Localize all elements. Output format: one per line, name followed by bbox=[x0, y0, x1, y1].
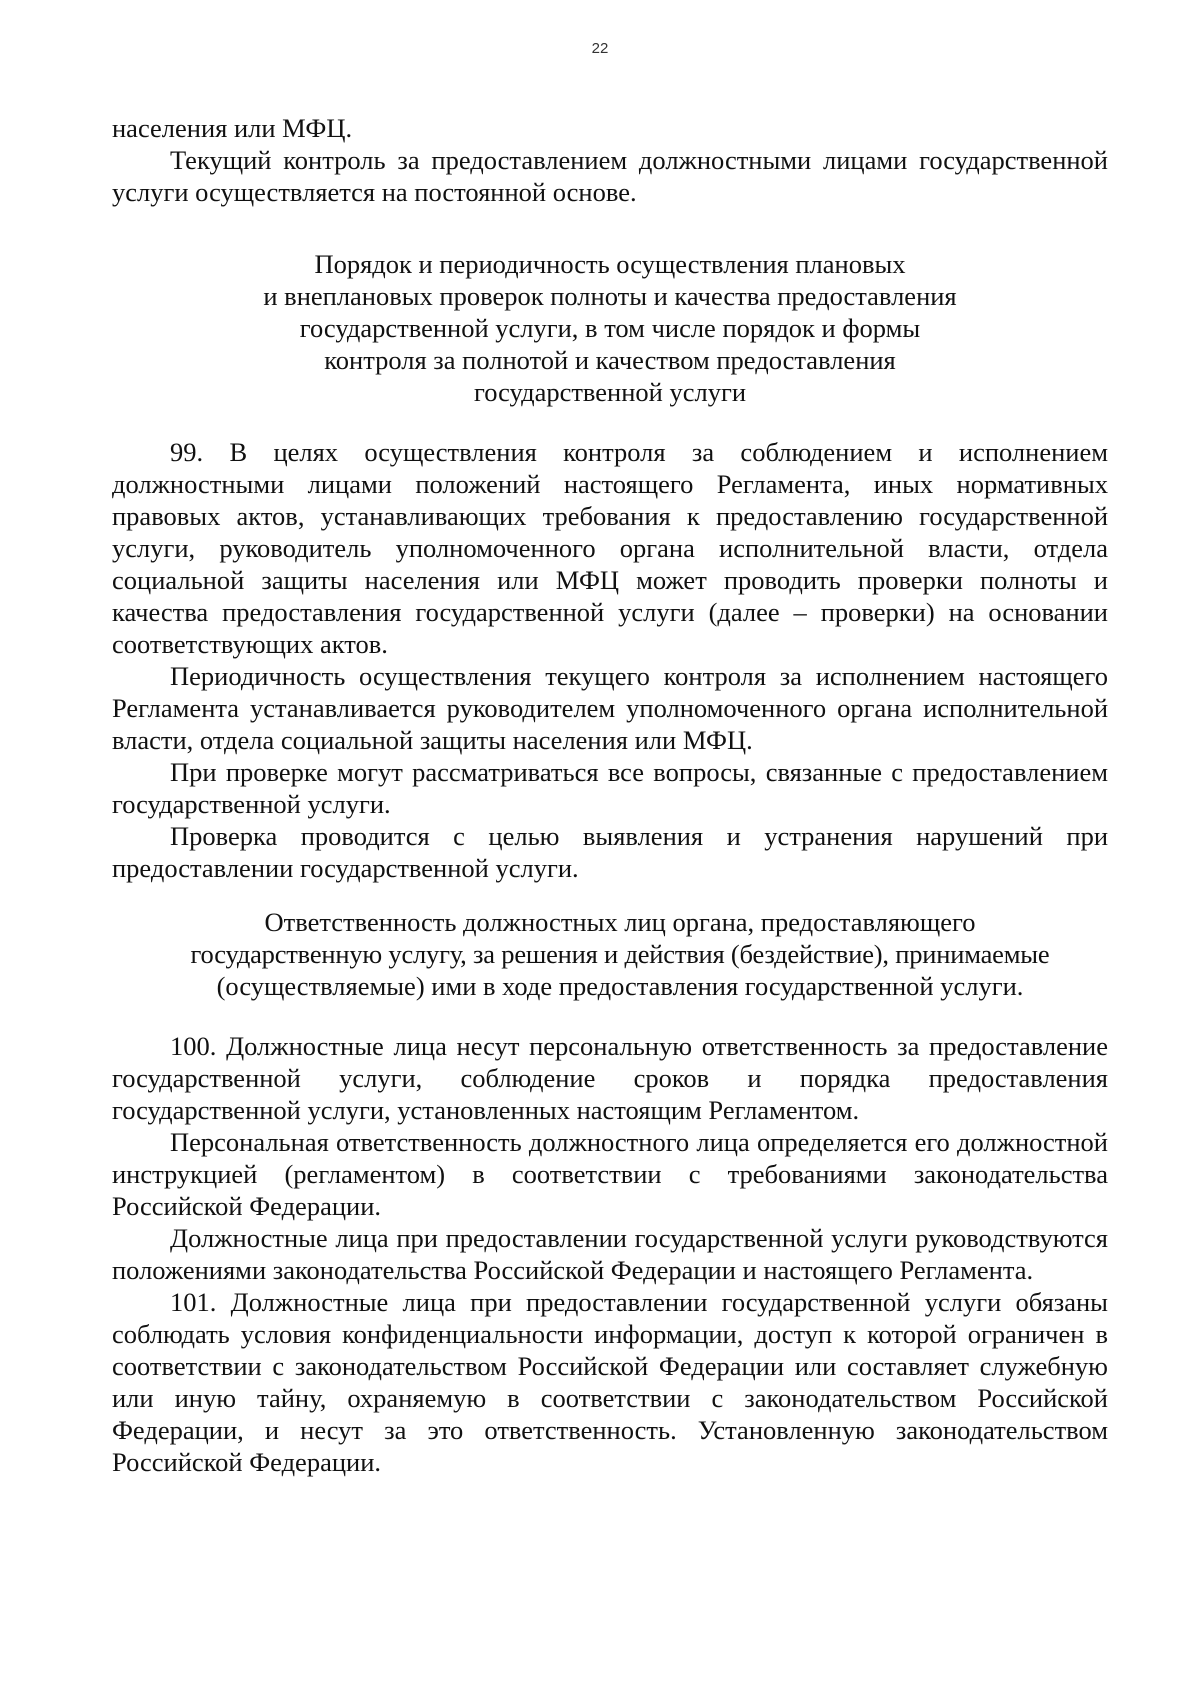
paragraph-inspection-purpose: Проверка проводится с целью выявления и устранения нарушений при предоставлении государственной услуги. bbox=[112, 821, 1108, 883]
document-body bbox=[112, 112, 1108, 1478]
section-heading-responsibility bbox=[112, 906, 1108, 1002]
paragraph-99: 99. В целях осуществления контроля за соблюдением и исполнением должностными лицами положений настоящего Регламента, иных нормативных правовых актов, устанавливающих требования к предоставлению государственной услуги, руководитель уполномоченного органа исполнительной власти, отдела социальной защиты населения или МФЦ может проводить проверки полноты и качества предоставления государственной услуги (далее – проверки) на основании соответствующих актов. bbox=[112, 437, 1108, 659]
heading-line: контроля за полнотой и качеством предоставления bbox=[324, 345, 896, 375]
paragraph-personal-responsibility: Персональная ответственность должностного лица определяется его должностной инструкцией (регламентом) в соответствии с требованиями законодательства Российской Федерации. bbox=[112, 1127, 1108, 1221]
paragraph-current-control: Текущий контроль за предоставлением должностными лицами государственной услуги осуществляется на постоянной основе. bbox=[112, 145, 1108, 207]
heading-line: и внеплановых проверок полноты и качества предоставления bbox=[263, 281, 957, 311]
page-number: 22 bbox=[591, 40, 609, 57]
section-heading-inspections bbox=[112, 248, 1108, 408]
paragraph-continuation: населения или МФЦ. bbox=[112, 113, 353, 143]
heading-line: государственной услуги bbox=[473, 377, 747, 407]
paragraph-100: 100. Должностные лица несут персональную ответственность за предоставление государственной услуги, соблюдение сроков и порядка предоставления государственной услуги, установленных настоящим Регламентом. bbox=[112, 1031, 1108, 1125]
heading-line: (осуществляемые) ими в ходе предоставления государственной услуги. bbox=[216, 971, 1024, 1001]
heading-line: Порядок и периодичность осуществления плановых bbox=[314, 249, 906, 279]
paragraph-periodicity: Периодичность осуществления текущего контроля за исполнением настоящего Регламента устанавливается руководителем уполномоченного органа исполнительной власти, отдела социальной защиты населения или МФЦ. bbox=[112, 661, 1108, 755]
paragraph-101: 101. Должностные лица при предоставлении государственной услуги обязаны соблюдать условия конфиденциальности информации, доступ к которой ограничен в соответствии с законодательством Российской Федерации или составляет служебную или иную тайну, охраняемую в соответствии с законодательством Российской Федерации, и несут за это ответственность. Установленную законодательством Российской Федерации. bbox=[112, 1287, 1108, 1477]
paragraph-inspection-scope: При проверке могут рассматриваться все вопросы, связанные с предоставлением государственной услуги. bbox=[112, 757, 1108, 819]
heading-line: Ответственность должностных лиц органа, предоставляющего bbox=[264, 907, 976, 937]
heading-line: государственную услугу, за решения и действия (бездействие), принимаемые bbox=[190, 939, 1050, 969]
paragraph-officials-guided: Должностные лица при предоставлении государственной услуги руководствуются положениями законодательства Российской Федерации и настоящего Регламента. bbox=[112, 1223, 1108, 1285]
heading-line: государственной услуги, в том числе порядок и формы bbox=[299, 313, 921, 343]
